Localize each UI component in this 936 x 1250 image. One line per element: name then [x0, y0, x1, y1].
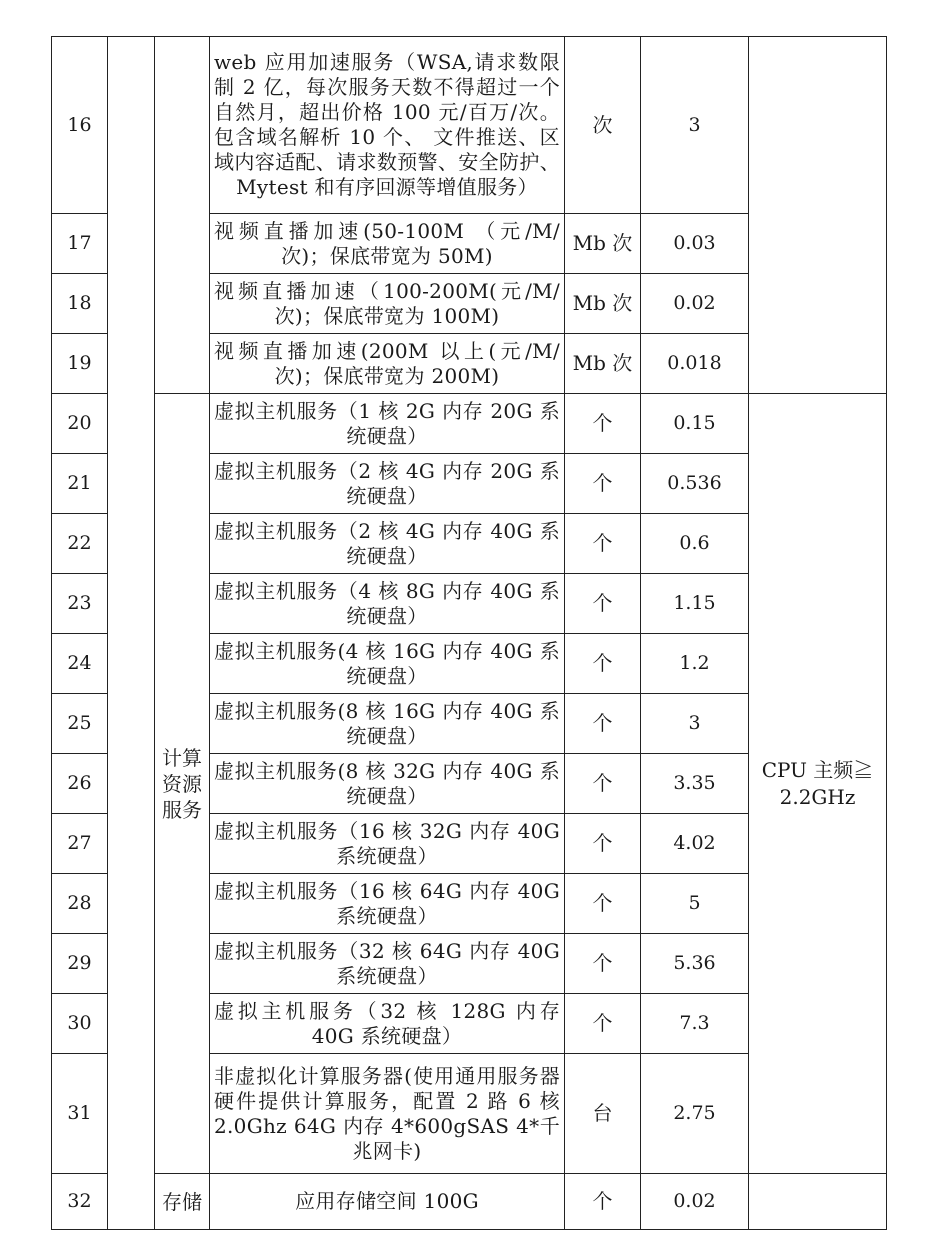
note-cell-empty [749, 37, 887, 394]
item-description: 虚拟主机服务(8 核 32G 内存 40G 系统硬盘） [210, 754, 565, 814]
item-price: 5.36 [641, 934, 749, 994]
item-unit: 次 [565, 37, 641, 214]
price-table [51, 36, 887, 1230]
item-unit: 个 [565, 634, 641, 694]
item-unit: 个 [565, 694, 641, 754]
item-description: 虚拟主机服务（2 核 4G 内存 20G 系统硬盘） [210, 454, 565, 514]
item-price: 0.02 [641, 274, 749, 334]
row-number: 22 [52, 514, 108, 574]
item-price: 0.018 [641, 334, 749, 394]
item-unit: 个 [565, 454, 641, 514]
row-number: 29 [52, 934, 108, 994]
item-description: web 应用加速服务（WSA,请求数限制 2 亿，每次服务天数不得超过一个自然月，超出价格 100 元/百万/次。包含域名解析 10 个、 文件推送、区域内容适配、请求数预警、安全防护、Mytest 和有序回源等增值服务） [210, 37, 565, 214]
item-description: 视频直播加速（100-200M(元/M/次)；保底带宽为 100M) [210, 274, 565, 334]
item-description: 非虚拟化计算服务器(使用通用服务器硬件提供计算服务，配置 2 路 6 核 2.0Ghz 64G 内存 4*600gSAS 4*千兆网卡) [210, 1054, 565, 1174]
row-number: 16 [52, 37, 108, 214]
item-unit: Mb 次 [565, 334, 641, 394]
item-unit: 个 [565, 754, 641, 814]
row-number: 23 [52, 574, 108, 634]
row-number: 20 [52, 394, 108, 454]
blank-column-cell [108, 37, 155, 1230]
item-unit: 个 [565, 394, 641, 454]
row-number: 17 [52, 214, 108, 274]
item-price: 5 [641, 874, 749, 934]
row-number: 30 [52, 994, 108, 1054]
item-unit: Mb 次 [565, 274, 641, 334]
item-price: 1.2 [641, 634, 749, 694]
item-unit: 个 [565, 874, 641, 934]
item-unit: 个 [565, 994, 641, 1054]
item-price: 7.3 [641, 994, 749, 1054]
item-unit: Mb 次 [565, 214, 641, 274]
row-number: 25 [52, 694, 108, 754]
item-price: 0.03 [641, 214, 749, 274]
item-price: 2.75 [641, 1054, 749, 1174]
item-description: 应用存储空间 100G [210, 1174, 565, 1230]
row-number: 27 [52, 814, 108, 874]
row-number: 19 [52, 334, 108, 394]
row-number: 28 [52, 874, 108, 934]
item-unit: 个 [565, 1174, 641, 1230]
item-price: 1.15 [641, 574, 749, 634]
item-description: 虚拟主机服务（32 核 64G 内存 40G 系统硬盘） [210, 934, 565, 994]
cpu-frequency-note: CPU 主频≧ 2.2GHz [749, 394, 887, 1174]
item-description: 虚拟主机服务（4 核 8G 内存 40G 系统硬盘） [210, 574, 565, 634]
item-description: 视频直播加速(50-100M （元/M/次)；保底带宽为 50M) [210, 214, 565, 274]
category-storage: 存储 [155, 1174, 210, 1230]
row-number: 32 [52, 1174, 108, 1230]
item-description: 虚拟主机服务(4 核 16G 内存 40G 系统硬盘） [210, 634, 565, 694]
table-row [52, 37, 887, 214]
item-price: 3 [641, 694, 749, 754]
item-description: 虚拟主机服务（16 核 32G 内存 40G 系统硬盘） [210, 814, 565, 874]
item-price: 3.35 [641, 754, 749, 814]
item-unit: 个 [565, 574, 641, 634]
item-description: 视频直播加速(200M 以上(元/M/次)；保底带宽为 200M) [210, 334, 565, 394]
item-description: 虚拟主机服务（1 核 2G 内存 20G 系统硬盘） [210, 394, 565, 454]
item-price: 3 [641, 37, 749, 214]
item-unit: 个 [565, 514, 641, 574]
table-row [52, 1174, 887, 1230]
row-number: 21 [52, 454, 108, 514]
item-unit: 台 [565, 1054, 641, 1174]
item-description: 虚拟主机服务（2 核 4G 内存 40G 系统硬盘） [210, 514, 565, 574]
row-number: 31 [52, 1054, 108, 1174]
category-compute-services: 计算资源服务 [155, 394, 210, 1174]
table-row [52, 394, 887, 454]
note-cell-empty [749, 1174, 887, 1230]
item-description: 虚拟主机服务（16 核 64G 内存 40G 系统硬盘） [210, 874, 565, 934]
item-price: 0.02 [641, 1174, 749, 1230]
item-unit: 个 [565, 814, 641, 874]
item-price: 4.02 [641, 814, 749, 874]
item-price: 0.6 [641, 514, 749, 574]
item-description: 虚拟主机服务（32 核 128G 内存 40G 系统硬盘） [210, 994, 565, 1054]
item-price: 0.15 [641, 394, 749, 454]
item-unit: 个 [565, 934, 641, 994]
item-description: 虚拟主机服务(8 核 16G 内存 40G 系统硬盘） [210, 694, 565, 754]
category-cell-empty [155, 37, 210, 394]
row-number: 24 [52, 634, 108, 694]
item-price: 0.536 [641, 454, 749, 514]
row-number: 18 [52, 274, 108, 334]
row-number: 26 [52, 754, 108, 814]
